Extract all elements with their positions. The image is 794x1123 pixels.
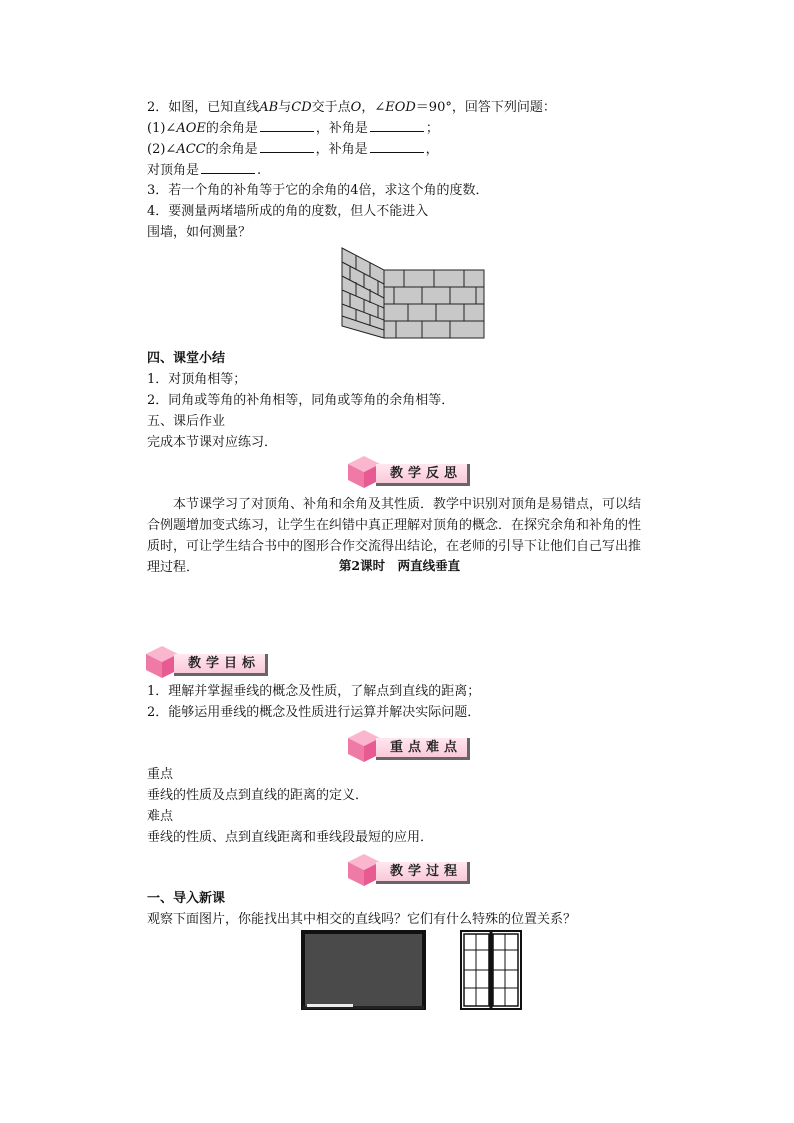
window-image	[460, 930, 522, 1010]
answer-blank[interactable]	[201, 161, 255, 174]
goals-banner	[144, 644, 274, 680]
question-2-part-3: 对顶角是 .	[147, 163, 262, 178]
reflection-banner	[346, 454, 476, 490]
answer-blank[interactable]	[370, 119, 424, 132]
brick-wall-figure	[338, 246, 488, 340]
summary-item-2: 2．同角或等角的补角相等，同角或等角的余角相等．	[147, 393, 455, 408]
question-2-line: 2．如图，已知直线AB与CD交于点O，∠EOD＝90°，回答下列问题：	[147, 100, 556, 115]
difficulty-text: 垂线的性质、点到直线距离和垂线段最短的应用．	[147, 830, 434, 845]
process-heading: 一、导入新课	[147, 891, 226, 906]
key-text: 垂线的性质及点到直线的距离的定义．	[147, 788, 369, 803]
goal-item-1: 1．理解并掌握垂线的概念及性质，了解点到直线的距离；	[147, 684, 481, 699]
blackboard-image	[301, 930, 426, 1010]
difficulty-label: 难点	[147, 809, 174, 824]
process-banner-label: 教学过程	[389, 864, 462, 879]
key-label: 重点	[147, 767, 174, 782]
answer-blank[interactable]	[260, 119, 314, 132]
question-2-part-1: (1)∠AOE的余角是 ，补角是 ；	[147, 121, 439, 136]
question-2-part-2: (2)∠ACC的余角是 ，补角是 ，	[147, 142, 439, 157]
reflection-banner-label: 教学反思	[389, 466, 462, 481]
process-text: 观察下面图片，你能找出其中相交的直线吗？它们有什么特殊的位置关系？	[147, 912, 577, 927]
question-3: 3．若一个角的补角等于它的余角的4倍，求这个角的度数．	[147, 183, 489, 198]
process-banner	[346, 852, 476, 888]
summary-heading: 四、课堂小结	[147, 351, 226, 366]
question-4-line-1: 4．要测量两堵墙所成的角的度数，但人不能进入	[147, 204, 429, 219]
goal-item-2: 2．能够运用垂线的概念及性质进行运算并解决实际问题．	[147, 705, 481, 720]
summary-item-1: 1．对顶角相等；	[147, 372, 247, 387]
answer-blank[interactable]	[260, 140, 314, 153]
homework-heading: 五、课后作业	[147, 414, 226, 429]
key-points-banner	[346, 728, 476, 764]
question-4-line-2: 围墙，如何测量？	[147, 225, 252, 240]
homework-text: 完成本节课对应练习．	[147, 435, 278, 450]
goals-banner-label: 教学目标	[187, 656, 260, 671]
lesson-title: 第2课时 两直线垂直	[338, 558, 461, 573]
reflection-text: 本节课学习了对顶角、补角和余角及其性质．教学中识别对顶角是易错点，可以结合例题增加变式练习，让学生在纠错中真正理解对顶角的概念．在探究余角和补角的性质时，可让学生结合书中的图形合作交流得出结论，在老师的引导下让他们自己写出推理过程．	[147, 497, 642, 575]
key-points-banner-label: 重点难点	[389, 740, 462, 755]
answer-blank[interactable]	[370, 140, 424, 153]
